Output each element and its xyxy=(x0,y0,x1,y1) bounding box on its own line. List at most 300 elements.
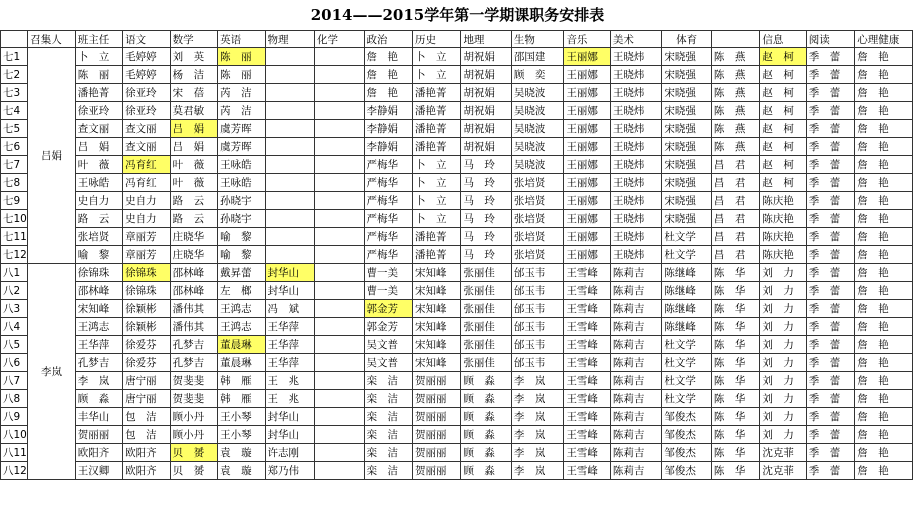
teacher-cell: 徐锦珠 xyxy=(123,282,170,300)
teacher-cell: 虞芳晖 xyxy=(218,120,265,138)
teacher-cell: 刘 英 xyxy=(170,48,217,66)
teacher-cell: 贺斐斐 xyxy=(170,372,217,390)
teacher-cell: 王晓炜 xyxy=(610,120,662,138)
teacher-cell: 欧阳齐 xyxy=(75,444,122,462)
teacher-cell: 卜 立 xyxy=(412,66,460,84)
teacher-cell: 邰玉韦 xyxy=(511,336,564,354)
teacher-cell: 李 岚 xyxy=(511,426,564,444)
teacher-cell: 杜文学 xyxy=(662,354,711,372)
teacher-cell: 詹 艳 xyxy=(855,156,913,174)
teacher-cell: 季 蕾 xyxy=(806,426,854,444)
teacher-cell: 卜 立 xyxy=(412,192,460,210)
teacher-cell: 陈莉吉 xyxy=(610,408,662,426)
teacher-cell: 贺丽丽 xyxy=(412,444,460,462)
teacher-cell: 王丽娜 xyxy=(564,156,610,174)
teacher-cell: 詹 艳 xyxy=(855,228,913,246)
teacher-cell: 韩 雁 xyxy=(218,372,265,390)
teacher-cell: 季 蕾 xyxy=(806,390,854,408)
teacher-cell: 李 岚 xyxy=(75,372,122,390)
teacher-cell: 詹 艳 xyxy=(855,336,913,354)
teacher-cell xyxy=(315,282,364,300)
class-name-cell: 七3 xyxy=(1,84,28,102)
teacher-cell: 杜文学 xyxy=(662,336,711,354)
teacher-cell: 王丽娜 xyxy=(564,138,610,156)
teacher-cell: 昌 君 xyxy=(711,156,759,174)
teacher-cell: 邹俊杰 xyxy=(662,408,711,426)
teacher-cell: 季 蕾 xyxy=(806,282,854,300)
teacher-cell xyxy=(315,372,364,390)
teacher-cell: 严梅华 xyxy=(364,210,412,228)
teacher-cell: 路 云 xyxy=(170,192,217,210)
teacher-cell xyxy=(315,66,364,84)
teacher-cell: 李 岚 xyxy=(511,390,564,408)
teacher-cell: 王丽娜 xyxy=(564,120,610,138)
teacher-cell: 陈庆艳 xyxy=(760,192,806,210)
teacher-cell: 邵林峰 xyxy=(75,282,122,300)
teacher-cell: 吴晓波 xyxy=(511,156,564,174)
teacher-cell: 陈 华 xyxy=(711,282,759,300)
teacher-cell: 贝 赟 xyxy=(170,462,217,480)
sheet-title: 2014——2015学年第一学期课职务安排表 xyxy=(310,6,605,24)
table-row xyxy=(1,84,913,102)
table-row xyxy=(1,156,913,174)
teacher-cell: 陈 华 xyxy=(711,462,759,480)
teacher-cell: 王雪峰 xyxy=(564,426,610,444)
teacher-cell: 孙晓宇 xyxy=(218,210,265,228)
teacher-cell: 王雪峰 xyxy=(564,300,610,318)
teacher-cell: 王咏皓 xyxy=(75,174,122,192)
schedule-body xyxy=(1,48,913,480)
teacher-cell: 陈继峰 xyxy=(662,264,711,282)
teacher-cell: 严梅华 xyxy=(364,156,412,174)
teacher-cell: 王雪峰 xyxy=(564,390,610,408)
teacher-cell: 邹俊杰 xyxy=(662,462,711,480)
teacher-cell: 张培贤 xyxy=(511,228,564,246)
teacher-cell: 张培贤 xyxy=(511,210,564,228)
teacher-cell: 王汉卿 xyxy=(75,462,122,480)
table-row xyxy=(1,282,913,300)
teacher-cell: 王雪峰 xyxy=(564,408,610,426)
teacher-cell: 卜 立 xyxy=(75,48,122,66)
teacher-cell: 詹 艳 xyxy=(855,66,913,84)
teacher-cell: 陈庆艳 xyxy=(760,228,806,246)
column-header: 美术 xyxy=(610,31,662,48)
teacher-cell xyxy=(315,174,364,192)
teacher-cell: 宋晓强 xyxy=(662,192,711,210)
teacher-cell: 陈莉吉 xyxy=(610,300,662,318)
teacher-cell: 陈庆艳 xyxy=(760,246,806,264)
teacher-cell: 宋知峰 xyxy=(412,354,460,372)
teacher-cell: 李 岚 xyxy=(511,444,564,462)
table-row xyxy=(1,192,913,210)
teacher-cell: 顾小丹 xyxy=(170,408,217,426)
teacher-cell: 张培贤 xyxy=(511,192,564,210)
teacher-cell: 封华山 xyxy=(265,426,314,444)
table-row xyxy=(1,264,913,282)
teacher-cell: 韩 雁 xyxy=(218,390,265,408)
teacher-cell: 陈 华 xyxy=(711,318,759,336)
teacher-cell: 陈 华 xyxy=(711,336,759,354)
teacher-cell: 陈莉吉 xyxy=(610,336,662,354)
teacher-cell: 詹 艳 xyxy=(855,444,913,462)
class-name-cell: 七8 xyxy=(1,174,28,192)
teacher-cell xyxy=(315,210,364,228)
teacher-cell: 昌 君 xyxy=(711,228,759,246)
column-header xyxy=(711,31,759,48)
column-header: 心理健康 xyxy=(855,31,913,48)
teacher-cell: 喻 黎 xyxy=(218,246,265,264)
table-row xyxy=(1,48,913,66)
teacher-cell: 徐颖彬 xyxy=(123,300,170,318)
teacher-cell: 顾 淼 xyxy=(75,390,122,408)
teacher-cell: 王小琴 xyxy=(218,408,265,426)
teacher-cell: 王丽娜 xyxy=(564,84,610,102)
teacher-cell xyxy=(265,246,314,264)
teacher-cell: 邰玉韦 xyxy=(511,300,564,318)
teacher-cell xyxy=(265,102,314,120)
teacher-cell: 潘艳菁 xyxy=(412,102,460,120)
teacher-cell: 顾 淼 xyxy=(461,390,511,408)
teacher-cell: 王晓炜 xyxy=(610,156,662,174)
teacher-cell: 季 蕾 xyxy=(806,66,854,84)
teacher-cell: 左 榔 xyxy=(218,282,265,300)
teacher-cell: 季 蕾 xyxy=(806,246,854,264)
teacher-cell: 潘伟其 xyxy=(170,318,217,336)
teacher-cell: 王鸿志 xyxy=(218,300,265,318)
teacher-cell: 贺丽丽 xyxy=(412,390,460,408)
teacher-cell: 王 兆 xyxy=(265,390,314,408)
teacher-cell: 季 蕾 xyxy=(806,156,854,174)
teacher-cell: 王丽娜 xyxy=(564,174,610,192)
teacher-cell: 季 蕾 xyxy=(806,336,854,354)
teacher-cell: 陈 丽 xyxy=(218,48,265,66)
column-header: 历史 xyxy=(412,31,460,48)
class-name-cell: 七4 xyxy=(1,102,28,120)
teacher-cell: 王丽娜 xyxy=(564,210,610,228)
teacher-cell: 邹俊杰 xyxy=(662,426,711,444)
teacher-cell: 胡祝娟 xyxy=(461,120,511,138)
teacher-cell: 陈 华 xyxy=(711,372,759,390)
column-header: 信息 xyxy=(760,31,806,48)
teacher-cell: 潘伟其 xyxy=(170,300,217,318)
teacher-cell: 李 岚 xyxy=(511,408,564,426)
teacher-cell: 詹 艳 xyxy=(364,84,412,102)
teacher-cell: 陈 华 xyxy=(711,426,759,444)
teacher-cell: 卜 立 xyxy=(412,156,460,174)
teacher-cell: 潘艳菁 xyxy=(412,138,460,156)
table-row xyxy=(1,174,913,192)
table-row xyxy=(1,354,913,372)
class-name-cell: 七9 xyxy=(1,192,28,210)
teacher-cell: 栾 洁 xyxy=(364,372,412,390)
teacher-cell: 孔梦吉 xyxy=(170,354,217,372)
class-name-cell: 八9 xyxy=(1,408,28,426)
teacher-cell: 吴文普 xyxy=(364,336,412,354)
teacher-cell: 宋知峰 xyxy=(412,336,460,354)
table-row xyxy=(1,228,913,246)
table-row xyxy=(1,210,913,228)
teacher-cell: 李静娟 xyxy=(364,102,412,120)
teacher-cell: 吴晓波 xyxy=(511,138,564,156)
class-name-cell: 八8 xyxy=(1,390,28,408)
teacher-cell: 丰华山 xyxy=(75,408,122,426)
teacher-cell: 杜文学 xyxy=(662,390,711,408)
teacher-cell: 栾 洁 xyxy=(364,426,412,444)
column-header: 班主任 xyxy=(75,31,122,48)
teacher-cell: 宋晓强 xyxy=(662,138,711,156)
teacher-cell: 詹 艳 xyxy=(855,372,913,390)
teacher-cell: 王华萍 xyxy=(265,354,314,372)
teacher-cell: 章丽芳 xyxy=(123,228,170,246)
teacher-cell: 刘 力 xyxy=(760,372,806,390)
teacher-cell: 唐宁丽 xyxy=(123,372,170,390)
teacher-cell: 詹 艳 xyxy=(855,210,913,228)
teacher-cell: 陈 华 xyxy=(711,408,759,426)
table-row xyxy=(1,246,913,264)
class-name-cell: 七11 xyxy=(1,228,28,246)
table-row xyxy=(1,318,913,336)
teacher-cell: 顾小丹 xyxy=(170,426,217,444)
teacher-cell: 宋知峰 xyxy=(412,264,460,282)
teacher-cell: 杨 洁 xyxy=(170,66,217,84)
teacher-cell: 季 蕾 xyxy=(806,372,854,390)
teacher-cell: 史自力 xyxy=(123,210,170,228)
teacher-cell xyxy=(265,228,314,246)
teacher-cell: 王晓炜 xyxy=(610,192,662,210)
teacher-cell: 赵 柯 xyxy=(760,174,806,192)
teacher-cell: 顾 淼 xyxy=(461,462,511,480)
teacher-cell: 叶 薇 xyxy=(170,174,217,192)
teacher-cell: 徐爱芬 xyxy=(123,354,170,372)
teacher-cell: 邰玉韦 xyxy=(511,264,564,282)
teacher-cell: 王雪峰 xyxy=(564,264,610,282)
teacher-cell xyxy=(315,354,364,372)
column-header: 体育 xyxy=(662,31,711,48)
teacher-cell: 王雪峰 xyxy=(564,372,610,390)
teacher-cell: 徐亚玲 xyxy=(75,102,122,120)
teacher-cell: 王咏皓 xyxy=(218,174,265,192)
table-row xyxy=(1,462,913,480)
teacher-cell: 陈莉吉 xyxy=(610,318,662,336)
teacher-cell: 冯育红 xyxy=(123,156,170,174)
teacher-cell: 王雪峰 xyxy=(564,282,610,300)
teacher-cell: 詹 艳 xyxy=(855,84,913,102)
teacher-cell: 宋知峰 xyxy=(412,318,460,336)
teacher-cell xyxy=(315,408,364,426)
teacher-cell: 张培贤 xyxy=(75,228,122,246)
teacher-cell: 查文丽 xyxy=(123,120,170,138)
teacher-cell xyxy=(315,462,364,480)
teacher-cell: 季 蕾 xyxy=(806,48,854,66)
column-header: 英语 xyxy=(218,31,265,48)
teacher-cell: 宋晓强 xyxy=(662,120,711,138)
teacher-cell: 张丽佳 xyxy=(461,336,511,354)
teacher-cell xyxy=(315,444,364,462)
teacher-cell: 陈莉吉 xyxy=(610,282,662,300)
teacher-cell: 王雪峰 xyxy=(564,336,610,354)
teacher-cell: 王晓炜 xyxy=(610,228,662,246)
teacher-cell: 欧阳齐 xyxy=(123,444,170,462)
teacher-cell: 郭金芳 xyxy=(364,300,412,318)
teacher-cell: 昌 君 xyxy=(711,174,759,192)
teacher-cell: 胡祝娟 xyxy=(461,66,511,84)
teacher-cell: 陈莉吉 xyxy=(610,462,662,480)
teacher-cell: 张丽佳 xyxy=(461,282,511,300)
teacher-cell: 詹 艳 xyxy=(855,48,913,66)
teacher-cell: 胡祝娟 xyxy=(461,102,511,120)
teacher-cell: 杜文学 xyxy=(662,228,711,246)
teacher-cell xyxy=(315,336,364,354)
teacher-cell: 宋晓强 xyxy=(662,48,711,66)
teacher-cell: 马 玲 xyxy=(461,156,511,174)
teacher-cell: 王晓炜 xyxy=(610,102,662,120)
teacher-cell: 吴晓波 xyxy=(511,120,564,138)
teacher-cell: 昌 君 xyxy=(711,246,759,264)
teacher-cell: 王晓炜 xyxy=(610,48,662,66)
teacher-cell: 封华山 xyxy=(265,264,314,282)
teacher-cell: 戴昇蕾 xyxy=(218,264,265,282)
teacher-cell: 顾 淼 xyxy=(461,408,511,426)
teacher-cell: 詹 艳 xyxy=(855,192,913,210)
teacher-cell: 董晨琳 xyxy=(218,336,265,354)
teacher-cell: 吕 娟 xyxy=(170,120,217,138)
teacher-cell: 冯 斌 xyxy=(265,300,314,318)
teacher-cell: 季 蕾 xyxy=(806,138,854,156)
class-name-cell: 七1 xyxy=(1,48,28,66)
teacher-cell: 陈莉吉 xyxy=(610,372,662,390)
teacher-cell: 郭金芳 xyxy=(364,318,412,336)
teacher-cell: 邰玉韦 xyxy=(511,318,564,336)
teacher-cell xyxy=(315,246,364,264)
teacher-cell: 季 蕾 xyxy=(806,318,854,336)
teacher-cell: 詹 艳 xyxy=(855,300,913,318)
teacher-cell: 吴晓波 xyxy=(511,84,564,102)
column-header: 召集人 xyxy=(28,31,75,48)
column-header: 化学 xyxy=(315,31,364,48)
teacher-cell xyxy=(265,66,314,84)
teacher-cell: 史自力 xyxy=(75,192,122,210)
teacher-cell: 宋晓强 xyxy=(662,174,711,192)
teacher-cell: 陈 华 xyxy=(711,300,759,318)
teacher-cell: 王丽娜 xyxy=(564,48,610,66)
teacher-cell: 杜文学 xyxy=(662,246,711,264)
teacher-cell: 刘 力 xyxy=(760,426,806,444)
teacher-cell: 喻 黎 xyxy=(75,246,122,264)
teacher-cell: 毛婷婷 xyxy=(123,66,170,84)
class-name-cell: 八6 xyxy=(1,354,28,372)
teacher-cell: 陈庆艳 xyxy=(760,210,806,228)
teacher-cell: 王丽娜 xyxy=(564,102,610,120)
teacher-cell: 封华山 xyxy=(265,282,314,300)
teacher-cell: 史自力 xyxy=(123,192,170,210)
column-header: 阅读 xyxy=(806,31,854,48)
table-row xyxy=(1,300,913,318)
teacher-cell: 邵林峰 xyxy=(170,282,217,300)
teacher-cell: 季 蕾 xyxy=(806,84,854,102)
teacher-cell: 陈 燕 xyxy=(711,138,759,156)
teacher-cell: 陈莉吉 xyxy=(610,426,662,444)
teacher-cell: 叶 薇 xyxy=(75,156,122,174)
teacher-cell: 张丽佳 xyxy=(461,264,511,282)
teacher-cell: 赵 柯 xyxy=(760,102,806,120)
teacher-cell: 詹 艳 xyxy=(855,318,913,336)
teacher-cell xyxy=(315,228,364,246)
teacher-cell: 陈 华 xyxy=(711,354,759,372)
class-name-cell: 七7 xyxy=(1,156,28,174)
teacher-cell: 詹 艳 xyxy=(855,174,913,192)
teacher-cell: 詹 艳 xyxy=(855,102,913,120)
teacher-cell: 詹 艳 xyxy=(855,120,913,138)
table-row xyxy=(1,408,913,426)
teacher-cell: 包 洁 xyxy=(123,408,170,426)
teacher-cell: 季 蕾 xyxy=(806,174,854,192)
teacher-cell: 季 蕾 xyxy=(806,264,854,282)
teacher-cell: 王华萍 xyxy=(265,318,314,336)
teacher-cell: 陈 华 xyxy=(711,390,759,408)
class-name-cell: 八10 xyxy=(1,426,28,444)
teacher-cell xyxy=(265,138,314,156)
teacher-cell: 季 蕾 xyxy=(806,192,854,210)
teacher-cell xyxy=(265,192,314,210)
teacher-cell: 宋 蓓 xyxy=(170,84,217,102)
teacher-cell: 王华萍 xyxy=(265,336,314,354)
teacher-cell: 陈 燕 xyxy=(711,84,759,102)
teacher-cell: 王小琴 xyxy=(218,426,265,444)
teacher-cell: 王鸿志 xyxy=(218,318,265,336)
schedule-table xyxy=(0,30,913,480)
teacher-cell: 卜 立 xyxy=(412,210,460,228)
teacher-cell: 邰玉韦 xyxy=(511,282,564,300)
teacher-cell: 邰玉韦 xyxy=(511,354,564,372)
teacher-cell: 徐锦珠 xyxy=(123,264,170,282)
teacher-cell: 袁 璇 xyxy=(218,462,265,480)
teacher-cell xyxy=(265,120,314,138)
table-row xyxy=(1,66,913,84)
teacher-cell: 陈莉吉 xyxy=(610,264,662,282)
teacher-cell: 邹俊杰 xyxy=(662,444,711,462)
teacher-cell: 王晓炜 xyxy=(610,66,662,84)
column-header: 政治 xyxy=(364,31,412,48)
teacher-cell: 赵 柯 xyxy=(760,138,806,156)
teacher-cell: 庄晓华 xyxy=(170,228,217,246)
convener-cell: 吕娟 xyxy=(28,48,75,264)
teacher-cell: 孔梦吉 xyxy=(75,354,122,372)
teacher-cell: 王丽娜 xyxy=(564,228,610,246)
teacher-cell: 顾 奕 xyxy=(511,66,564,84)
teacher-cell: 昌 君 xyxy=(711,192,759,210)
teacher-cell: 许志刚 xyxy=(265,444,314,462)
teacher-cell: 陈 燕 xyxy=(711,48,759,66)
teacher-cell: 刘 力 xyxy=(760,318,806,336)
class-name-cell: 七6 xyxy=(1,138,28,156)
teacher-cell: 潘艳菁 xyxy=(412,120,460,138)
teacher-cell: 路 云 xyxy=(170,210,217,228)
teacher-cell: 徐颖彬 xyxy=(123,318,170,336)
teacher-cell: 潘艳菁 xyxy=(412,246,460,264)
teacher-cell: 查文丽 xyxy=(75,120,122,138)
teacher-cell: 王雪峰 xyxy=(564,462,610,480)
teacher-cell: 王晓炜 xyxy=(610,84,662,102)
teacher-cell: 芮 洁 xyxy=(218,102,265,120)
teacher-cell: 贺丽丽 xyxy=(412,462,460,480)
teacher-cell: 刘 力 xyxy=(760,336,806,354)
teacher-cell xyxy=(315,48,364,66)
teacher-cell: 宋知峰 xyxy=(412,282,460,300)
teacher-cell: 卜 立 xyxy=(412,174,460,192)
teacher-cell xyxy=(315,318,364,336)
teacher-cell: 陈 丽 xyxy=(218,66,265,84)
column-header: 音乐 xyxy=(564,31,610,48)
